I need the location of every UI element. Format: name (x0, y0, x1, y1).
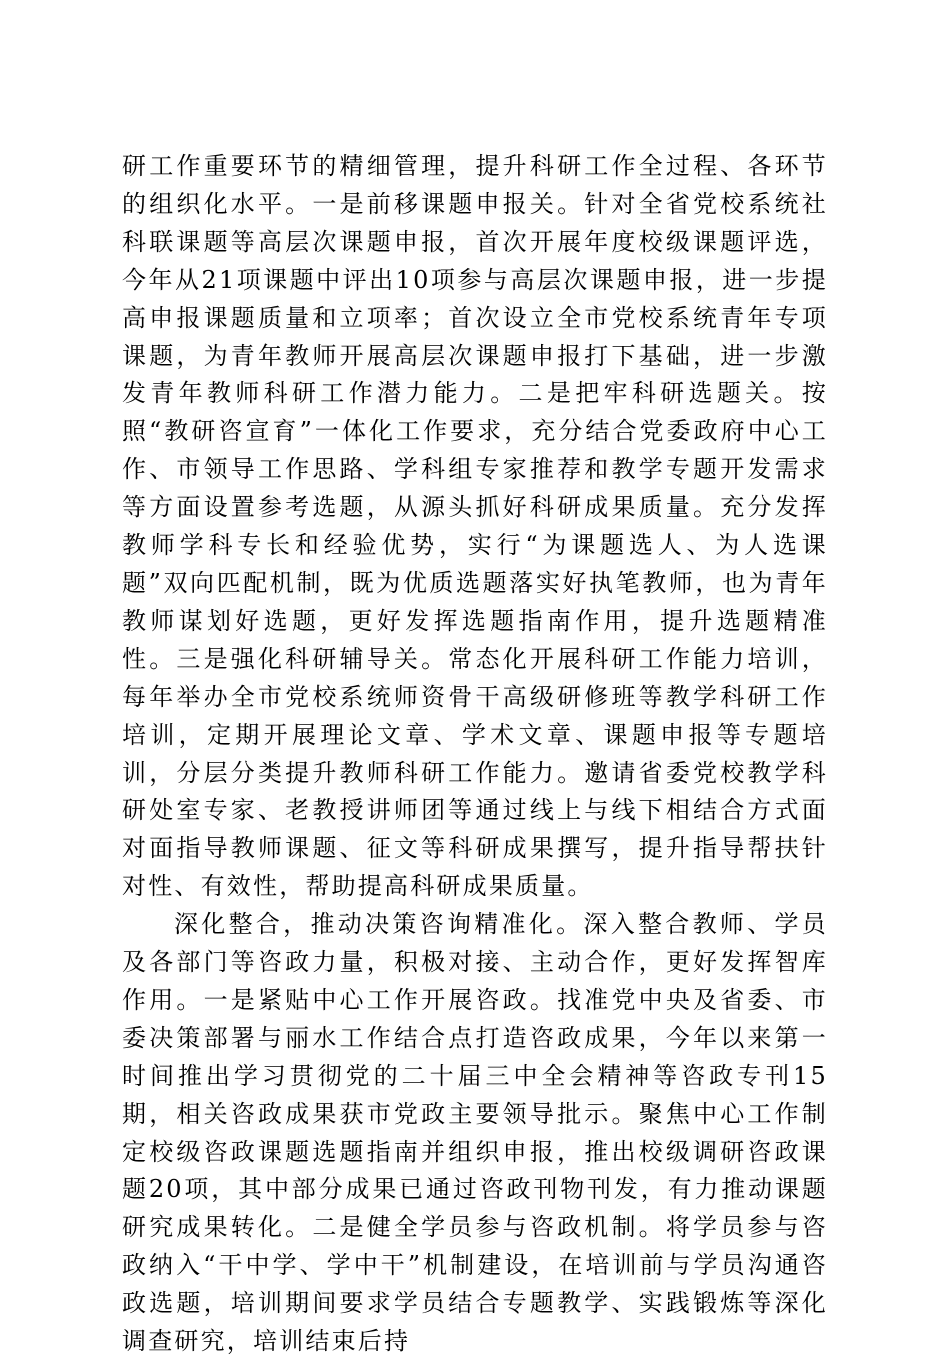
document-body (122, 148, 828, 1361)
paragraph-decision-consulting: 深化整合，推动决策咨询精准化。深入整合教师、学员及各部门等咨政力量，积极对接、主动合作，更好发挥智库作用。一是紧贴中心工作开展咨政。找准党中央及省委、市委决策部署与丽水工作结合点打造咨政成果，今年以来第一时间推出学习贯彻党的二十届三中全会精神等咨政专刊15期，相关咨政成果获市党政主要领导批示。聚焦中心工作制定校级咨政课题选题指南并组织申报，推出校级调研咨政课题20项，其中部分成果已通过咨政刊物刊发，有力推动课题研究成果转化。二是健全学员参与咨政机制。将学员参与咨政纳入“干中学、学中干”机制建设，在培训前与学员沟通咨政选题，培训期间要求学员结合专题教学、实践锻炼等深化调查研究，培训结束后持 (122, 910, 828, 1356)
paragraph-research-management: 研工作重要环节的精细管理，提升科研工作全过程、各环节的组织化水平。一是前移课题申报关。针对全省党校系统社科联课题等高层次课题申报，首次开展年度校级课题评选，今年从21项课题中评出10项参与高层次课题申报，进一步提高申报课题质量和立项率；首次设立全市党校系统青年专项课题，为青年教师开展高层次课题申报打下基础，进一步激发青年教师科研工作潜力能力。二是把牢科研选题关。按照“教研咨宣育”一体化工作要求，充分结合党委政府中心工作、市领导工作思路、学科组专家推荐和教学专题开发需求等方面设置参考选题，从源头抓好科研成果质量。充分发挥教师学科专长和经验优势，实行“为课题选人、为人选课题”双向匹配机制，既为优质选题落实好执笔教师，也为青年教师谋划好选题，更好发挥选题指南作用，提升选题精准性。三是强化科研辅导关。常态化开展科研工作能力培训，每年举办全市党校系统师资骨干高级研修班等教学科研工作培训，定期开展理论文章、学术文章、课题申报等专题培训，分层分类提升教师科研工作能力。邀请省委党校教学科研处室专家、老教授讲师团等通过线上与线下相结合方式面对面指导教师课题、征文等科研成果撰写，提升指导帮扶针对性、有效性，帮助提高科研成果质量。 (122, 152, 828, 901)
